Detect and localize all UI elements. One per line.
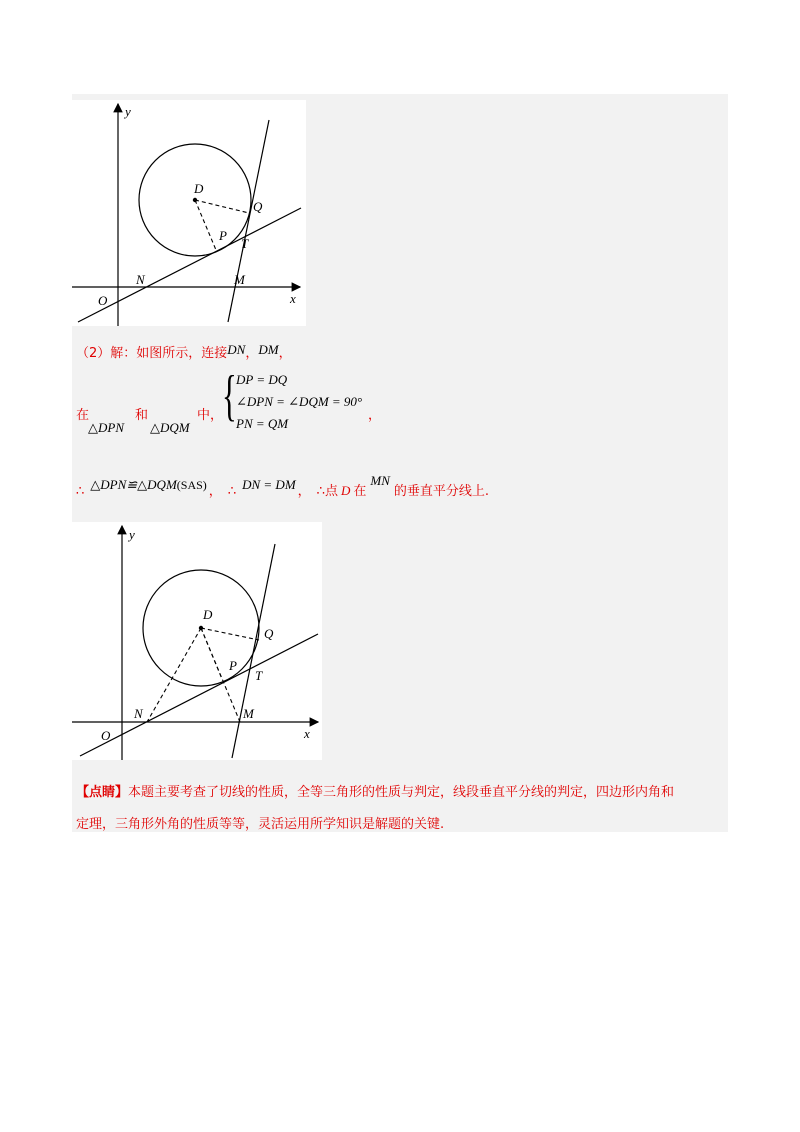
therefore-symbol: ∴ [227, 484, 237, 499]
word-on: 在 [353, 484, 367, 499]
line-mq [228, 120, 269, 322]
line-mq [232, 544, 275, 758]
figure-1-svg [72, 100, 306, 326]
figure-1 [72, 100, 306, 326]
label-p: P [229, 658, 237, 673]
congruence-statement: △DPN≌△DQM [90, 477, 177, 492]
label-x: x [290, 291, 296, 306]
therefore-symbol: ∴ [76, 484, 85, 499]
system-eq-2: ∠DPN = ∠DQM = 90° [236, 394, 363, 409]
separator: ， [208, 484, 222, 499]
segment-dn: DN [227, 342, 246, 357]
solution-line-3 [76, 473, 489, 499]
label-q: Q [264, 626, 274, 641]
label-d: D [194, 181, 204, 196]
line-nt [78, 208, 301, 322]
comment-line-1 [76, 781, 674, 800]
segment-dp [195, 200, 216, 250]
triangle-dpn: △DPN [88, 420, 124, 435]
label-x: x [304, 726, 310, 741]
conclusion-text: 的垂直平分线上. [393, 484, 489, 499]
separator: ， [278, 346, 292, 361]
comment-text-1: 本题主要考查了切线的性质，全等三角形的性质与判定，线段垂直平分线的判定，四边形内角和 [128, 785, 675, 800]
label-t: T [255, 668, 263, 683]
point-d [199, 626, 203, 630]
sas-reason: (SAS) [176, 478, 207, 492]
figure-2-svg [72, 522, 322, 760]
label-m: M [243, 706, 254, 721]
comment-tag: 【点睛】 [76, 785, 129, 800]
word-mid: 中， [197, 408, 224, 423]
word-in: 在 [76, 408, 90, 423]
system-eq-1: DP = DQ [236, 372, 288, 387]
label-n: N [136, 272, 145, 287]
separator: ， [368, 408, 382, 423]
system-brace: { [222, 365, 237, 427]
label-y: y [129, 527, 135, 542]
label-t: T [241, 236, 249, 251]
comment-line-2: 定理，三角形外角的性质等等，灵活运用所学知识是解题的关键. [76, 817, 445, 832]
separator: ， [297, 484, 311, 499]
segment-mn: MN [370, 473, 390, 488]
label-o: O [101, 728, 111, 743]
label-d: D [203, 607, 213, 622]
dn-equals-dm: DN = DM [242, 477, 296, 492]
figure-2 [72, 522, 322, 760]
segment-dq [195, 200, 249, 213]
separator: ， [245, 346, 259, 361]
label-p: P [219, 228, 227, 243]
solution-line-1 [76, 342, 292, 361]
segment-dm: DM [258, 342, 279, 357]
segment-dq [201, 628, 259, 640]
system-eq-3: PN = QM [236, 416, 289, 431]
word-and: 和 [135, 408, 149, 423]
label-n: N [134, 706, 143, 721]
line-nt [80, 634, 318, 756]
point-d-label: D [340, 483, 351, 498]
label-m: M [234, 272, 245, 287]
step-label: （2）解：如图所示，连接 [76, 346, 228, 361]
triangle-dqm: △DQM [150, 420, 190, 435]
label-q: Q [253, 199, 263, 214]
label-o: O [98, 293, 108, 308]
label-y: y [125, 104, 131, 119]
point-d [193, 198, 197, 202]
therefore-point: ∴点 [316, 484, 338, 499]
